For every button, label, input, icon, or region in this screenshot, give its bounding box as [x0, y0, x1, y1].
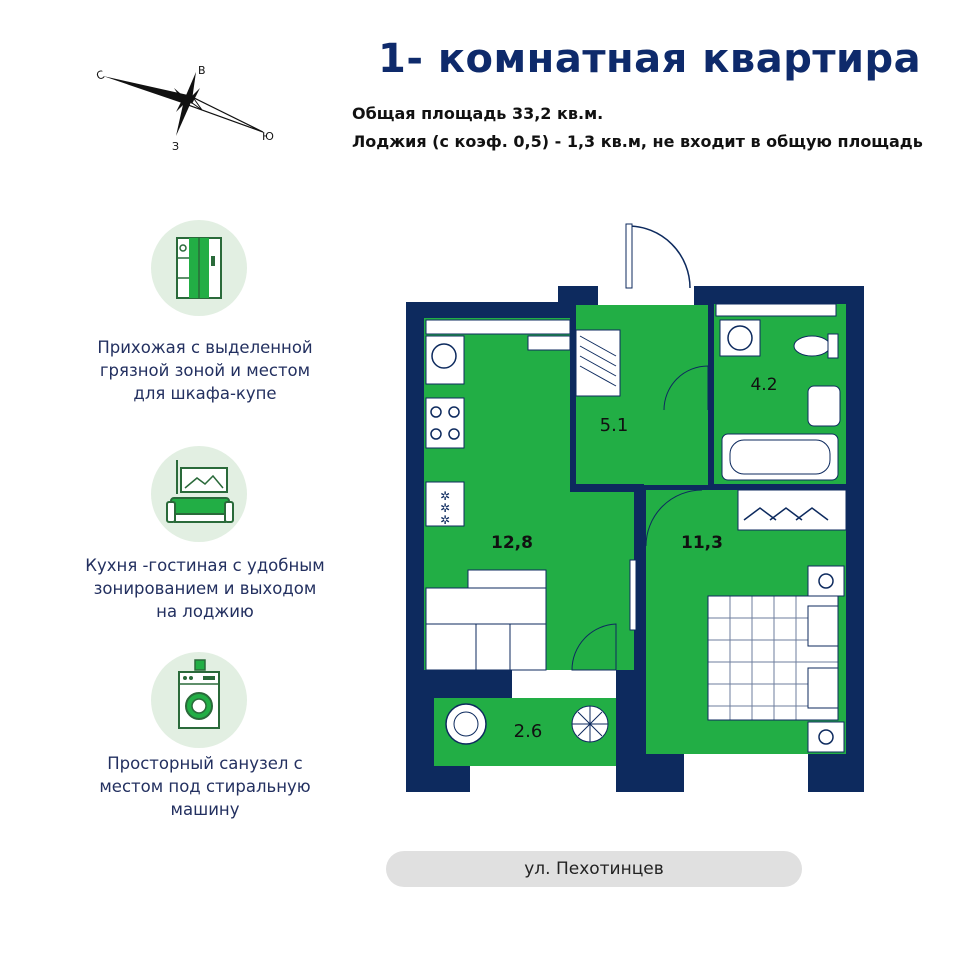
compass-west-label: З — [172, 140, 180, 153]
total-area-text: Общая площадь 33,2 кв.м. — [352, 104, 604, 123]
feature-kitchen-text: Кухня -гостиная с удобным зонированием и выходом на лоджию — [85, 556, 325, 621]
room-area-loggia: 2.6 — [513, 721, 543, 742]
feature-bathroom-text: Просторный санузел с местом под стиральную машину — [99, 754, 311, 819]
page-title: 1- комнатная квартира — [378, 36, 922, 82]
room-area-hallway: 5.1 — [599, 415, 629, 436]
compass-east-label: В — [198, 64, 206, 77]
svg-text:✲: ✲ — [439, 501, 451, 515]
loggia-area-text: Лоджия (с коэф. 0,5) - 1,3 кв.м, не входит в общую площадь — [352, 132, 923, 151]
svg-text:✲: ✲ — [439, 513, 451, 527]
room-area-kitchen-living: 12,8 — [491, 533, 533, 553]
svg-text:✲: ✲ — [439, 489, 451, 503]
room-area-bedroom: 11,3 — [681, 533, 723, 553]
compass-north-label: С — [94, 67, 107, 83]
room-area-bathroom: 4.2 — [750, 375, 778, 395]
street-label: ул. Пехотинцев — [386, 851, 802, 887]
feature-hallway-text: Прихожая с выделенной грязной зоной и местом для шкафа-купе — [97, 338, 313, 403]
compass-south-label: Ю — [262, 130, 274, 143]
